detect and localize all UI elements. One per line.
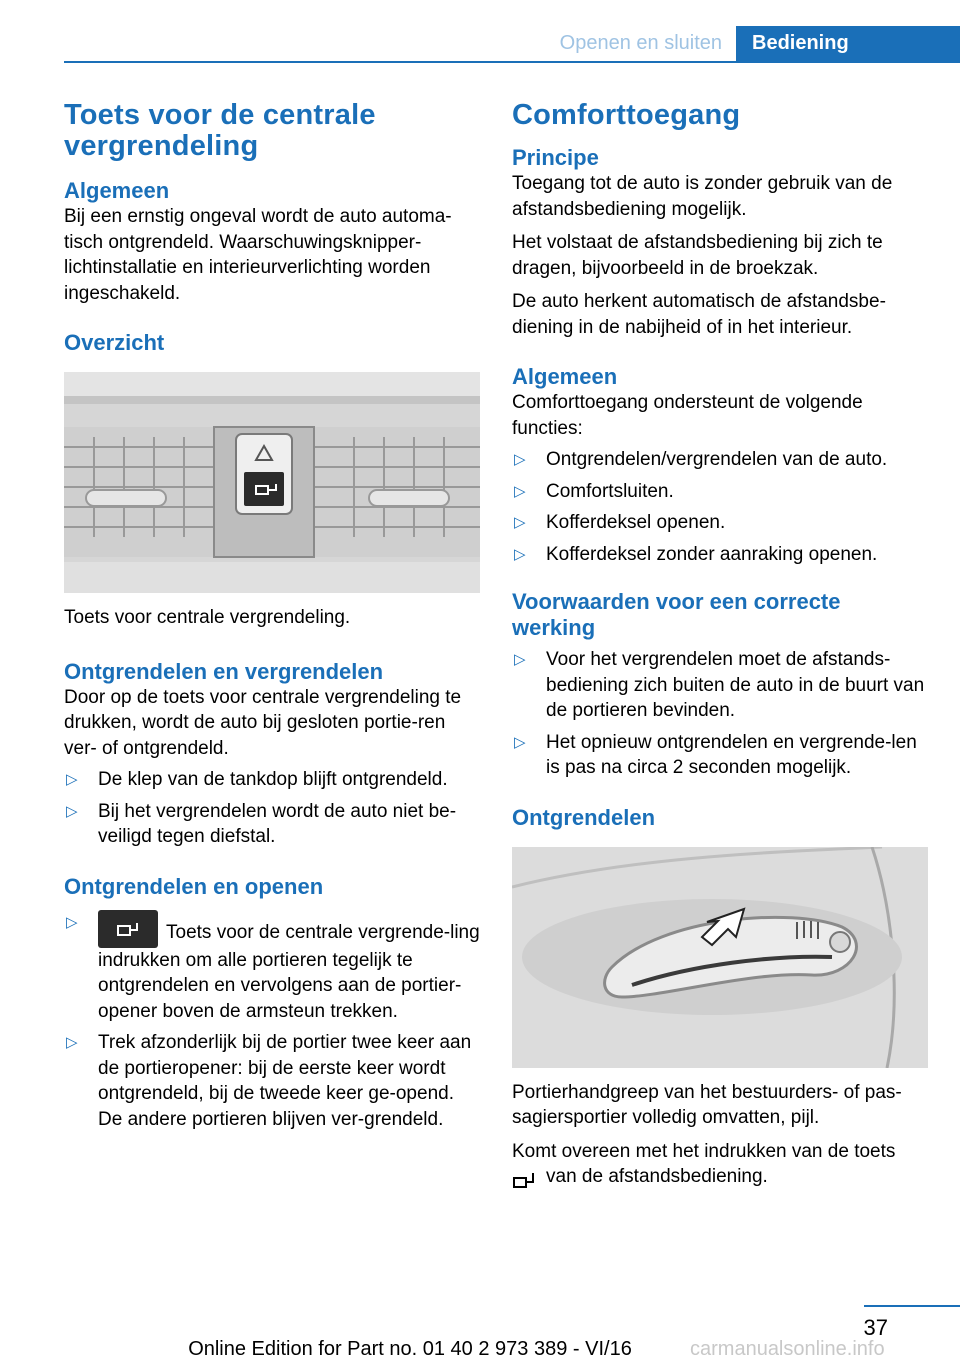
triangle-bullet-icon: ▷ [514, 514, 526, 531]
left-column [64, 100, 480, 1132]
triangle-bullet-icon: ▷ [514, 733, 526, 751]
paragraph-principe-3: De auto herkent automatisch de afstandsbe‐diening in de nabijheid of in het interieur. [512, 291, 886, 338]
triangle-bullet-icon: ▷ [66, 771, 78, 788]
paragraph-remote-key: Komt overeen met het indrukken van de toets van de afstandsbediening. [512, 1139, 928, 1198]
watermark: carmanualsonline.info [690, 1338, 885, 1360]
edition-note: Online Edition for Part no. 01 40 2 973 389 - VI/16 [188, 1338, 632, 1360]
left-title: Toets voor de centrale vergrendeling [64, 99, 376, 162]
paragraph-algemeen-right: Comforttoegang ondersteunt de volgende functies: [512, 392, 863, 439]
header-section: Openen en sluiten [559, 32, 722, 54]
list-voorwaarden [512, 647, 928, 781]
caption-door-handle: Portierhandgreep van het bestuurders- of pas‐sagiersportier volledig omvatten, pijl. [512, 1081, 902, 1128]
list-item: ▷ Bij het vergrendelen wordt de auto niet be‐veiligd tegen diefstal. [66, 800, 457, 847]
list-item: ▷ Comfortsluiten. [512, 479, 928, 505]
paragraph-principe-2: Het volstaat de afstandsbediening bij zich te dragen, bijvoorbeeld in de broekzak. [512, 232, 883, 279]
heading-overzicht: Overzicht [64, 330, 165, 355]
triangle-bullet-icon: ▷ [514, 482, 526, 500]
heading-ontgrendelen-openen: Ontgrendelen en openen [64, 873, 324, 899]
triangle-bullet-icon: ▷ [66, 1034, 78, 1051]
list-item: ▷ Voor het vergrendelen moet de afstands‐bediening zich buiten de auto in de buurt van de portieren bevinden. [514, 649, 925, 721]
footer-divider [864, 1305, 960, 1307]
unlock-icon [512, 1168, 536, 1198]
triangle-bullet-icon: ▷ [514, 545, 526, 563]
heading-ontgrendelen-vergrendelen: Ontgrendelen en vergrendelen [64, 658, 384, 684]
door-handle-image [512, 847, 928, 1068]
heading-algemeen-left: Algemeen [64, 178, 170, 203]
list-ontgrendelen-openen [64, 910, 480, 1133]
list-item: ▷ Ontgrendelen/vergrendelen van de auto. [512, 447, 928, 473]
triangle-bullet-icon: ▷ [66, 802, 78, 820]
right-title: Comforttoegang [512, 99, 741, 131]
heading-algemeen-right: Algemeen [512, 364, 618, 389]
heading-voorwaarden: Voorwaarden voor een correcte werking [512, 589, 841, 640]
heading-ontgrendelen: Ontgrendelen [512, 804, 656, 830]
header-divider [64, 61, 960, 63]
header-chapter: Bediening [736, 26, 960, 61]
paragraph-principe-1: Toegang tot de auto is zonder gebruik van de afstandsbediening mogelijk. [512, 173, 893, 220]
right-column [512, 100, 928, 1198]
list-functies [512, 447, 928, 567]
list-item: ▷ Trek afzonderlijk bij de portier twee keer aan de portieropener: bij de eerste keer wordt ontgrendeld, bij de tweede keer ge‐opend. De andere portieren blijven ver‐grendeld. [66, 1032, 472, 1130]
list-item: ▷ Het opnieuw ontgrendelen en vergrende‐len is pas na circa 2 seconden mogelijk. [514, 731, 917, 778]
paragraph-ontgrendelen-vergrendelen: Door op de toets voor centrale vergrendeling te drukken, wordt de auto bij gesloten portie‐ren ver- of ontgrendeld. [64, 686, 462, 759]
list-item: ▷ Kofferdeksel zonder aanraking openen. [512, 542, 928, 568]
list-item: ▷ Toets voor de centrale vergrende‐ling indrukken om alle portieren tegelijk te ontgrendelen en vervolgens aan de portier‐opener boven de armsteun trekken. [64, 910, 480, 1025]
list-item: ▷ Kofferdeksel openen. [512, 510, 928, 536]
list-item: ▷ De klep van de tankdop blijft ontgrendeld. [64, 767, 480, 793]
page-number: 37 [863, 1315, 888, 1340]
paragraph-algemeen-left: Bij een ernstig ongeval wordt de auto automa‐tisch ontgrendeld. Waarschuwingsknipper‐lichtinstallatie en interieurverlichting worden ingeschakeld. [64, 206, 452, 304]
list-ontgrendelen-vergrendelen [64, 767, 480, 850]
triangle-bullet-icon: ▷ [66, 913, 78, 931]
central-lock-button-image [64, 372, 480, 593]
heading-principe: Principe [512, 145, 599, 170]
caption-central-lock: Toets voor centrale vergrendeling. [64, 607, 351, 628]
central-lock-key-icon [98, 910, 158, 948]
triangle-bullet-icon: ▷ [514, 651, 526, 668]
triangle-bullet-icon: ▷ [514, 451, 526, 468]
